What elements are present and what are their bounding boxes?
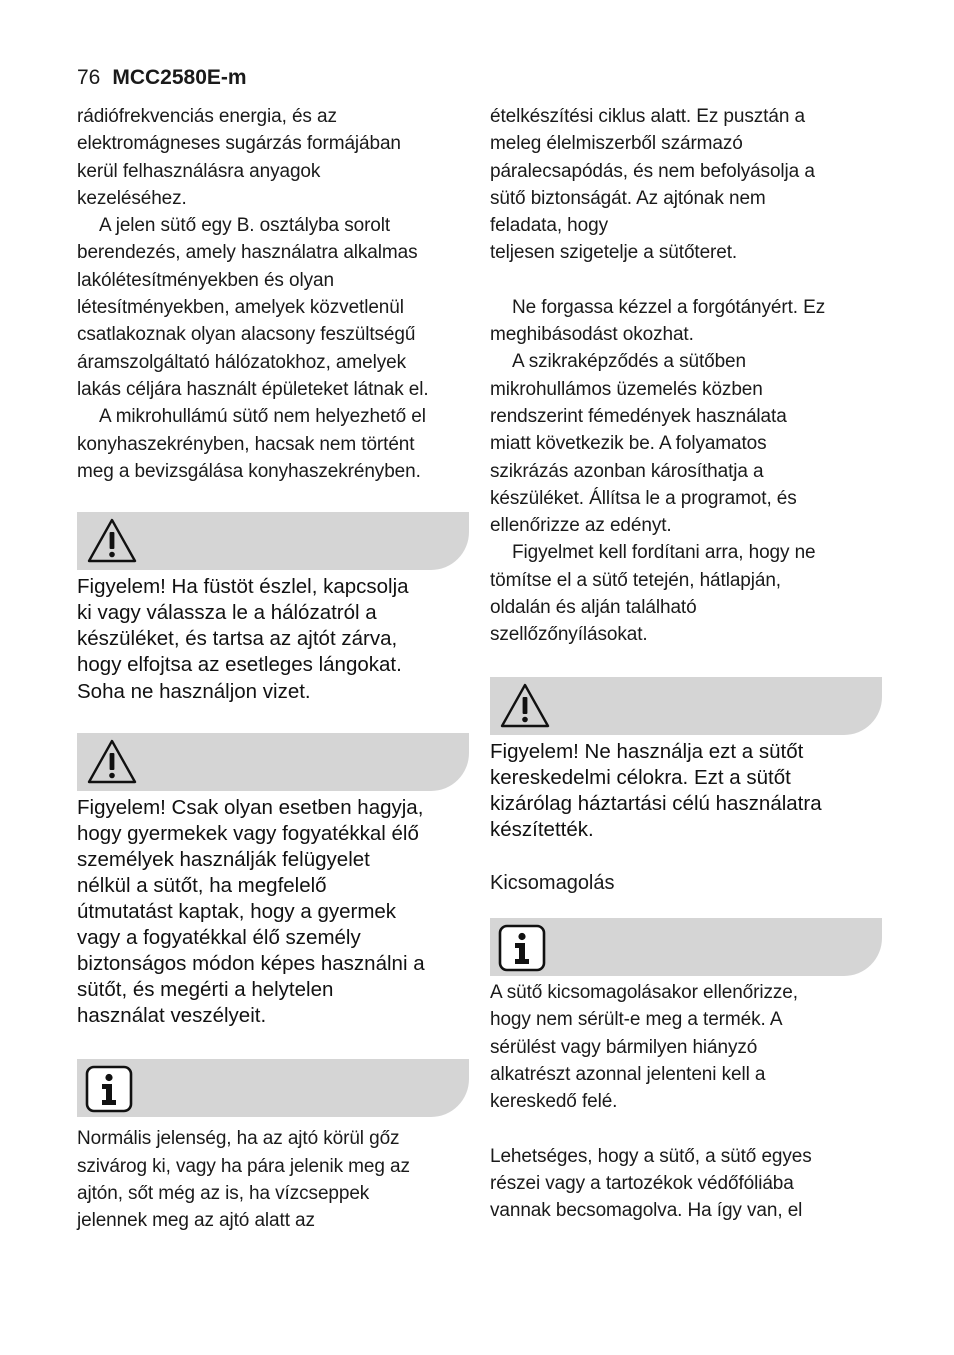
text-line: sütő biztonságát. Az ajtónak nem <box>490 187 766 209</box>
text-line: sütőt, és megérti a helytelen <box>77 978 334 1002</box>
text-line: meg a bevizsgálása konyhaszekrényben. <box>77 460 421 482</box>
text-line: Ne forgassa kézzel a forgótányért. Ez <box>512 296 826 318</box>
text-line: készüléket. Állítsa le a programot, és <box>490 487 797 509</box>
text-line: hogy elfojtsa az esetleges lángokat. <box>77 653 402 677</box>
text-line: feladata, hogy <box>490 215 608 237</box>
text-line: létesítményekben, amelyek közvetlenül <box>77 297 404 319</box>
text-line: kereskedelmi célokra. Ezt a sütőt <box>490 765 791 789</box>
text-line: ételkészítési ciklus alatt. Ez pusztán a <box>490 106 805 127</box>
intro-paragraph <box>77 103 469 212</box>
text-line: készüléket, és tartsa az ajtót zárva, <box>77 627 398 651</box>
text-line: útmutatást kaptak, hogy a gyermek <box>77 900 397 923</box>
text-line: használat veszélyeit. <box>77 1004 267 1028</box>
text-line: rádiófrekvenciás energia, és az <box>77 106 337 127</box>
text-line: részei vagy a tartozékok védőfóliába <box>490 1172 794 1194</box>
vents-paragraph <box>490 539 882 648</box>
text-line: áramszolgáltató hálózatokhoz, amelyek <box>77 351 406 373</box>
text-line: Soha ne használjon vizet. <box>77 679 311 703</box>
page-header <box>77 64 247 92</box>
text-line: meleg élelmiszerből származó <box>490 133 743 155</box>
info-icon <box>498 924 546 972</box>
text-line: ajtón, sőt még az is, ha vízcseppek <box>77 1183 370 1205</box>
text-line: szikrázás azonban károsíthatja a <box>490 460 764 482</box>
text-line: vannak becsomagolva. Ha így van, el <box>490 1200 803 1222</box>
text-line: rendszerint fémedények használata <box>490 405 787 427</box>
text-line: készítették. <box>490 817 594 841</box>
info-icon <box>85 1065 133 1113</box>
warning-bar <box>77 733 469 791</box>
warning-triangle-icon <box>85 516 139 566</box>
text-line: mikrohullámos üzemelés közben <box>490 378 763 400</box>
text-line: Figyelem! Ha füstöt észlel, kapcsolja <box>77 575 409 599</box>
text-line: Figyelmet kell fordítani arra, hogy ne <box>512 542 816 564</box>
text-line: szellőzőnyílásokat. <box>490 624 648 646</box>
text-line: személyek használják felügyelet <box>77 847 370 871</box>
text-line: szivárog ki, vagy ha pára jelenik meg az <box>77 1155 410 1177</box>
unpacking-heading: Kicsomagolás <box>490 872 615 895</box>
warning-children-text <box>77 795 469 1030</box>
info-unpack-text <box>490 979 882 1115</box>
text-line: oldalán és alján található <box>490 597 697 619</box>
info-bar <box>77 1059 469 1117</box>
text-line: berendezés, amely használatra alkalmas <box>77 242 418 264</box>
cabinet-paragraph <box>77 403 469 485</box>
info-steam-text <box>77 1125 469 1234</box>
text-line: Figyelem! Csak olyan esetben hagyja, <box>77 795 424 819</box>
text-line: jelennek meg az ajtó alatt az <box>77 1210 315 1232</box>
warning-commercial-text <box>490 739 882 843</box>
turntable-paragraph <box>490 294 882 349</box>
text-line: Figyelem! Ne használja ezt a sütőt <box>490 739 804 763</box>
text-line: elektromágneses sugárzás formájában <box>77 133 401 155</box>
text-line: sérülést vagy bármilyen hiányzó <box>490 1036 758 1058</box>
text-line: vagy a fogyatékkal élő személy <box>77 926 361 950</box>
text-line: lakólétesítményekben és olyan <box>77 269 334 291</box>
text-line: lakás céljára használt épületeket látnak el. <box>77 378 429 400</box>
warning-smoke-text <box>77 574 469 704</box>
text-line: ki vagy válassza le a hálózatról a <box>77 601 377 625</box>
text-line: tömítse el a sütő tetején, hátlapján, <box>490 569 781 591</box>
text-line: miatt következik be. A folyamatos <box>490 433 767 455</box>
left-column <box>77 103 469 1235</box>
text-line: Normális jelenség, ha az ajtó körül gőz <box>77 1128 400 1150</box>
text-line: csatlakoznak olyan alacsony feszültségű <box>77 324 416 346</box>
continued-paragraph <box>490 103 882 267</box>
text-line: teljesen szigetelje a sütőteret. <box>490 242 738 264</box>
text-line: páralecsapódás, és nem befolyásolja a <box>490 160 815 182</box>
text-line: kerül felhasználásra anyagok <box>77 160 321 182</box>
foil-paragraph <box>490 1143 882 1225</box>
model-name: MCC2580E-m <box>112 66 247 89</box>
text-line: alkatrészt azonnal jelenteni kell a <box>490 1063 766 1085</box>
class-b-paragraph <box>77 212 469 403</box>
text-line: biztonságos módon képes használni a <box>77 952 425 976</box>
text-line: hogy gyermekek vagy fogyatékkal élő <box>77 821 419 845</box>
warning-bar <box>77 512 469 570</box>
text-line: ellenőrizze az edényt. <box>490 515 672 537</box>
text-line: A jelen sütő egy B. osztályba sorolt <box>99 215 391 237</box>
text-line: kereskedő felé. <box>490 1091 618 1113</box>
page-number: 76 <box>77 66 101 89</box>
sparks-paragraph <box>490 348 882 539</box>
text-line: konyhaszekrényben, hacsak nem történt <box>77 433 415 455</box>
text-line: Lehetséges, hogy a sütő, a sütő egyes <box>490 1145 812 1167</box>
warning-triangle-icon <box>85 737 139 787</box>
text-line: kezeléséhez. <box>77 187 187 209</box>
right-column <box>490 103 882 1224</box>
text-line: A sütő kicsomagolásakor ellenőrizze, <box>490 982 798 1004</box>
text-line: nélkül a sütőt, ha megfelelő <box>77 873 327 897</box>
text-line: meghibásodást okozhat. <box>490 324 694 346</box>
text-line: hogy nem sérült-e meg a termék. A <box>490 1009 783 1031</box>
text-line: A mikrohullámú sütő nem helyezhető el <box>99 406 426 428</box>
text-line: kizárólag háztartási célú használatra <box>490 791 822 815</box>
info-bar <box>490 918 882 976</box>
warning-triangle-icon <box>498 681 552 731</box>
warning-bar <box>490 677 882 735</box>
text-line: A szikraképződés a sütőben <box>512 351 746 373</box>
